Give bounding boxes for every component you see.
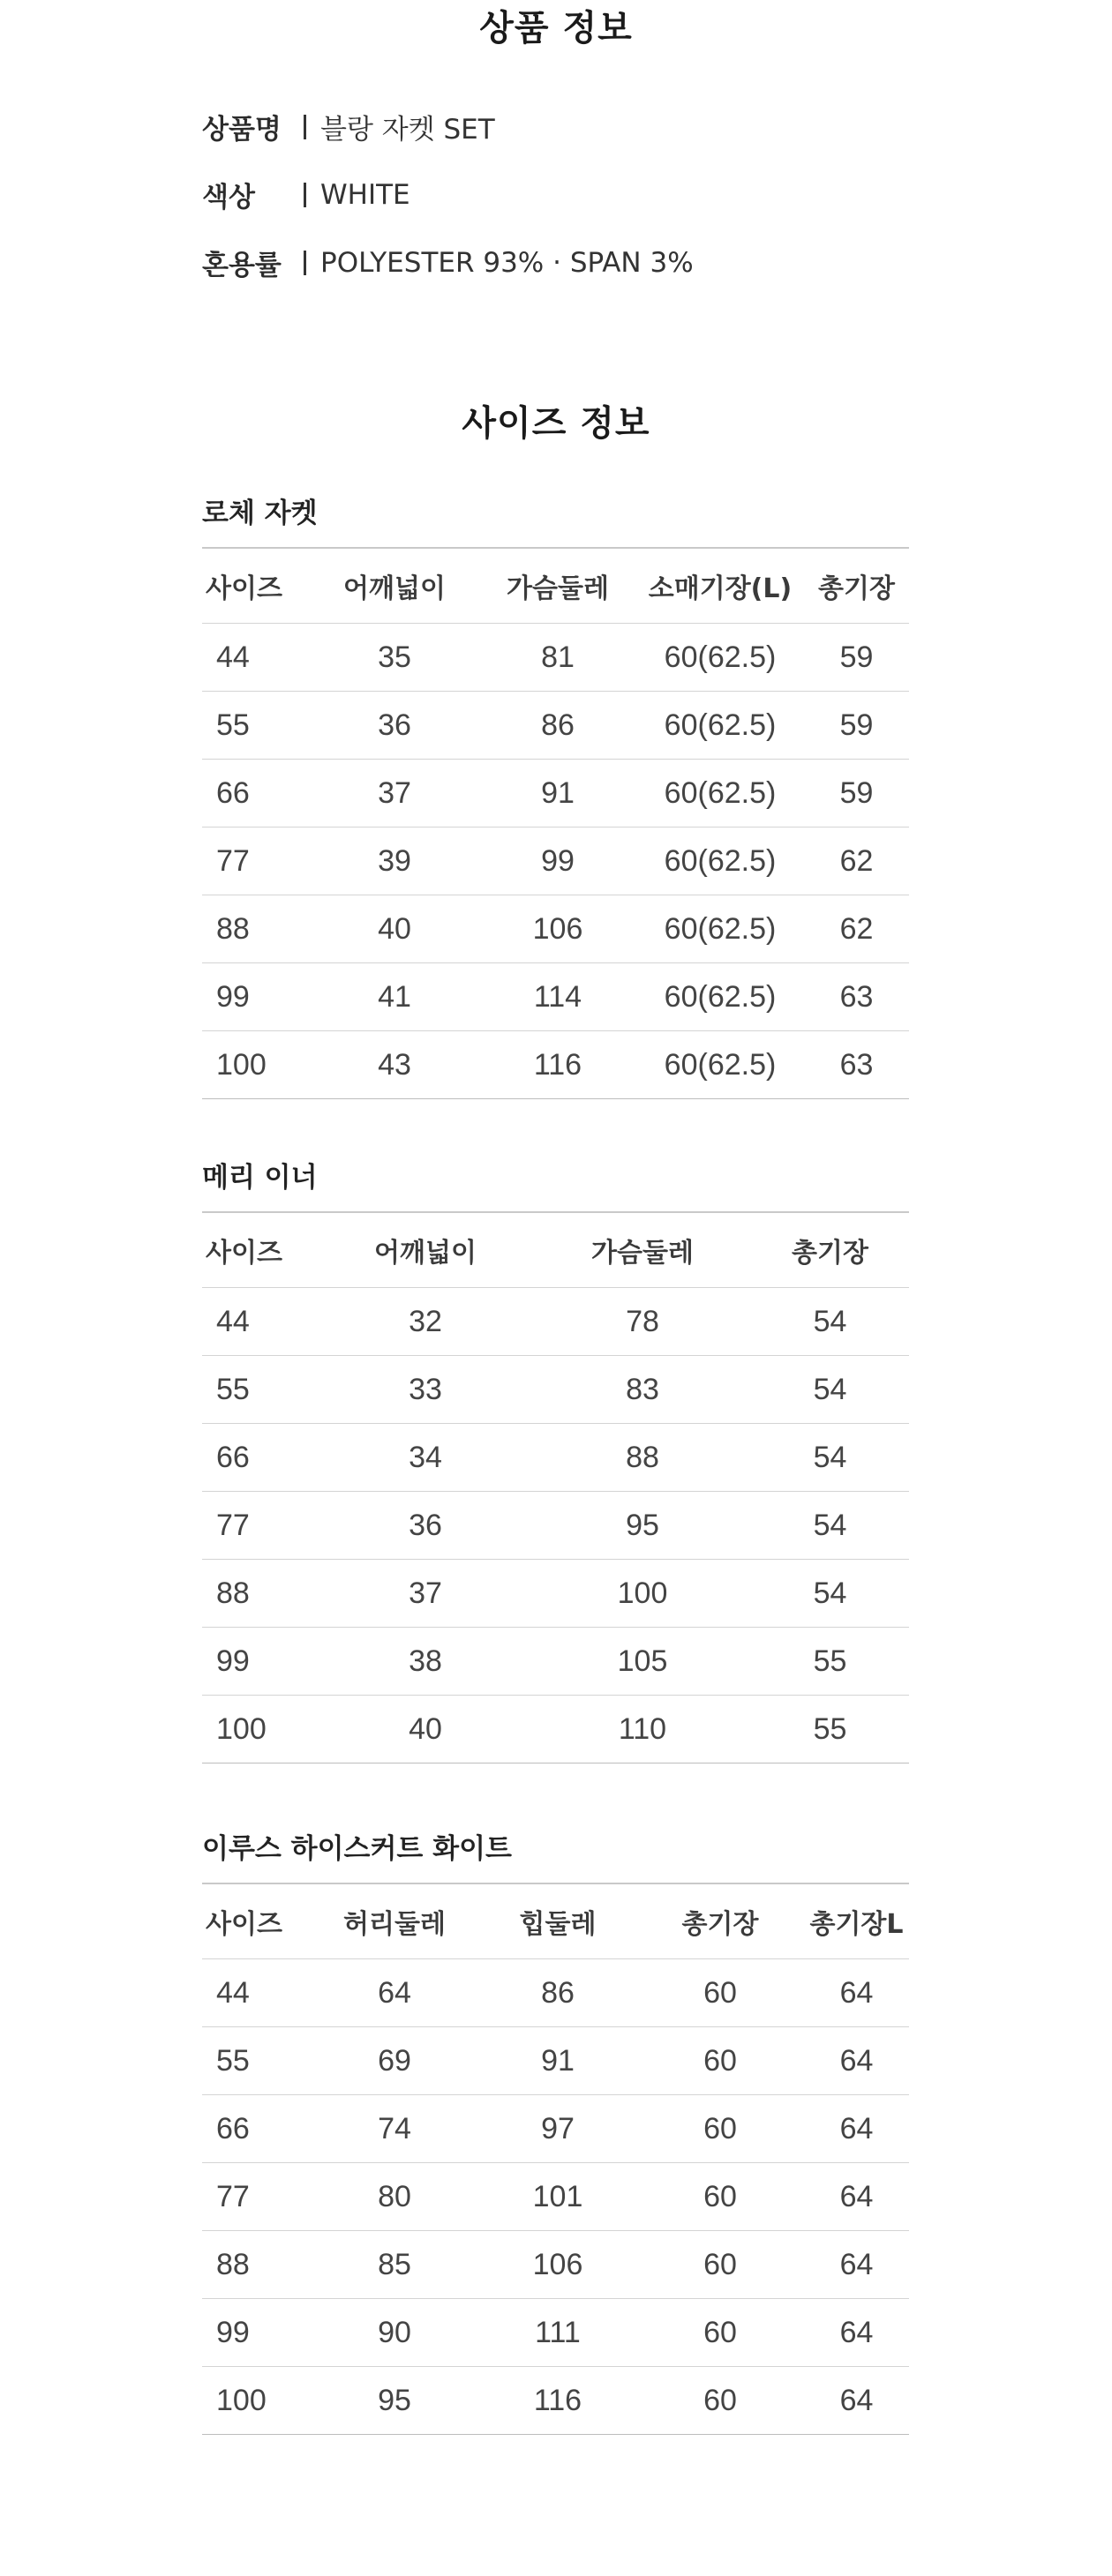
info-divider [304, 251, 306, 275]
measurement-cell: 38 [317, 1628, 534, 1696]
column-header: 소매기장(L) [636, 549, 804, 624]
product-info-title: 상품 정보 [479, 8, 633, 49]
measurement-cell: 34 [317, 1424, 534, 1492]
measurement-cell: 110 [534, 1696, 751, 1764]
table-header-row [202, 549, 909, 624]
measurement-cell: 106 [479, 2231, 636, 2299]
column-header: 허리둘레 [310, 1884, 479, 1959]
measurement-cell: 64 [310, 1959, 479, 2027]
info-divider [304, 183, 306, 207]
measurement-cell: 40 [310, 895, 479, 963]
table-row [202, 1492, 909, 1560]
info-row-color [202, 161, 996, 228]
column-header: 어깨넓이 [310, 549, 479, 624]
column-header: 총기장 [804, 549, 909, 624]
column-header: 총기장 [636, 1884, 804, 1959]
measurement-cell: 62 [804, 895, 909, 963]
size-cell: 44 [202, 624, 310, 692]
measurement-cell: 54 [751, 1424, 909, 1492]
measurement-cell: 60(62.5) [636, 692, 804, 760]
measurement-cell: 60 [636, 2163, 804, 2231]
measurement-cell: 105 [534, 1628, 751, 1696]
product-info-list [202, 93, 996, 296]
size-table [202, 1884, 909, 2435]
size-cell: 44 [202, 1288, 317, 1356]
measurement-cell: 85 [310, 2231, 479, 2299]
measurement-cell: 33 [317, 1356, 534, 1424]
measurement-cell: 95 [310, 2367, 479, 2435]
measurement-cell: 64 [804, 2299, 909, 2367]
table-row [202, 1959, 909, 2027]
size-cell: 99 [202, 963, 310, 1031]
column-header: 가슴둘레 [534, 1213, 751, 1288]
info-value: 블랑 자켓 SET [320, 114, 495, 146]
measurement-cell: 60(62.5) [636, 624, 804, 692]
size-cell: 100 [202, 1696, 317, 1764]
measurement-cell: 78 [534, 1288, 751, 1356]
size-table [202, 549, 909, 1099]
table-row [202, 1628, 909, 1696]
table-row [202, 1288, 909, 1356]
table-row [202, 895, 909, 963]
measurement-cell: 54 [751, 1560, 909, 1628]
table-row [202, 2095, 909, 2163]
info-value: WHITE [320, 178, 410, 211]
measurement-cell: 39 [310, 827, 479, 895]
measurement-cell: 59 [804, 624, 909, 692]
measurement-cell: 64 [804, 2367, 909, 2435]
info-divider [304, 115, 306, 139]
size-cell: 88 [202, 1560, 317, 1628]
size-cell: 66 [202, 2095, 310, 2163]
measurement-cell: 36 [310, 692, 479, 760]
measurement-cell: 54 [751, 1288, 909, 1356]
table-row [202, 827, 909, 895]
table-row [202, 963, 909, 1031]
measurement-cell: 88 [534, 1424, 751, 1492]
measurement-cell: 64 [804, 2163, 909, 2231]
column-header: 사이즈 [202, 1213, 317, 1288]
measurement-cell: 60 [636, 2299, 804, 2367]
size-cell: 55 [202, 1356, 317, 1424]
measurement-cell: 100 [534, 1560, 751, 1628]
size-cell: 66 [202, 1424, 317, 1492]
table-row [202, 2163, 909, 2231]
measurement-cell: 59 [804, 692, 909, 760]
measurement-cell: 74 [310, 2095, 479, 2163]
table-row [202, 692, 909, 760]
measurement-cell: 60 [636, 2367, 804, 2435]
measurement-cell: 91 [479, 2027, 636, 2095]
table-header-row [202, 1884, 909, 1959]
measurement-cell: 86 [479, 692, 636, 760]
table-heading [202, 497, 909, 549]
table-row [202, 2231, 909, 2299]
size-cell: 99 [202, 2299, 310, 2367]
column-header: 어깨넓이 [317, 1213, 534, 1288]
measurement-cell: 60(62.5) [636, 760, 804, 827]
size-cell: 88 [202, 2231, 310, 2299]
measurement-cell: 91 [479, 760, 636, 827]
column-header: 가슴둘레 [479, 549, 636, 624]
info-row-material [202, 228, 996, 296]
table-row [202, 760, 909, 827]
size-cell: 55 [202, 692, 310, 760]
measurement-cell: 60 [636, 1959, 804, 2027]
table-heading-text: 이루스 하이스커트 화이트 [202, 1833, 512, 1865]
measurement-cell: 55 [751, 1696, 909, 1764]
measurement-cell: 60(62.5) [636, 963, 804, 1031]
measurement-cell: 55 [751, 1628, 909, 1696]
column-header: 총기장 [751, 1213, 909, 1288]
measurement-cell: 54 [751, 1356, 909, 1424]
table-row [202, 2027, 909, 2095]
table-row [202, 2367, 909, 2435]
info-label: 색상 [202, 182, 255, 213]
info-label: 상품명 [202, 114, 282, 146]
size-table-block-jacket [202, 497, 909, 1099]
measurement-cell: 101 [479, 2163, 636, 2231]
measurement-cell: 64 [804, 2231, 909, 2299]
measurement-cell: 41 [310, 963, 479, 1031]
measurement-cell: 86 [479, 1959, 636, 2027]
measurement-cell: 95 [534, 1492, 751, 1560]
measurement-cell: 83 [534, 1356, 751, 1424]
table-row [202, 1696, 909, 1764]
measurement-cell: 63 [804, 963, 909, 1031]
table-heading-text: 로체 자켓 [202, 498, 318, 529]
measurement-cell: 99 [479, 827, 636, 895]
size-table-block-skirt [202, 1832, 909, 2435]
column-header: 힙둘레 [479, 1884, 636, 1959]
table-row [202, 1356, 909, 1424]
measurement-cell: 111 [479, 2299, 636, 2367]
measurement-cell: 81 [479, 624, 636, 692]
measurement-cell: 60 [636, 2231, 804, 2299]
size-cell: 100 [202, 2367, 310, 2435]
table-row [202, 1424, 909, 1492]
info-row-product-name [202, 93, 996, 161]
measurement-cell: 106 [479, 895, 636, 963]
measurement-cell: 90 [310, 2299, 479, 2367]
measurement-cell: 60(62.5) [636, 827, 804, 895]
size-cell: 99 [202, 1628, 317, 1696]
measurement-cell: 35 [310, 624, 479, 692]
table-heading-text: 메리 이너 [202, 1162, 318, 1194]
measurement-cell: 64 [804, 1959, 909, 2027]
measurement-cell: 60(62.5) [636, 895, 804, 963]
column-header: 총기장L [804, 1884, 909, 1959]
size-cell: 44 [202, 1959, 310, 2027]
size-cell: 88 [202, 895, 310, 963]
measurement-cell: 116 [479, 1031, 636, 1099]
table-heading [202, 1832, 909, 1884]
measurement-cell: 64 [804, 2027, 909, 2095]
table-row [202, 2299, 909, 2367]
measurement-cell: 37 [310, 760, 479, 827]
measurement-cell: 62 [804, 827, 909, 895]
measurement-cell: 69 [310, 2027, 479, 2095]
measurement-cell: 40 [317, 1696, 534, 1764]
table-header-row [202, 1213, 909, 1288]
measurement-cell: 60(62.5) [636, 1031, 804, 1099]
measurement-cell: 114 [479, 963, 636, 1031]
measurement-cell: 63 [804, 1031, 909, 1099]
measurement-cell: 54 [751, 1492, 909, 1560]
size-cell: 77 [202, 2163, 310, 2231]
table-heading [202, 1161, 909, 1213]
measurement-cell: 80 [310, 2163, 479, 2231]
measurement-cell: 97 [479, 2095, 636, 2163]
measurement-cell: 59 [804, 760, 909, 827]
table-row [202, 624, 909, 692]
info-value: POLYESTER 93% · SPAN 3% [320, 246, 694, 279]
column-header: 사이즈 [202, 549, 310, 624]
measurement-cell: 36 [317, 1492, 534, 1560]
info-label: 혼용률 [202, 250, 282, 281]
column-header: 사이즈 [202, 1884, 310, 1959]
size-cell: 100 [202, 1031, 310, 1099]
measurement-cell: 43 [310, 1031, 479, 1099]
measurement-cell: 32 [317, 1288, 534, 1356]
measurement-cell: 64 [804, 2095, 909, 2163]
measurement-cell: 60 [636, 2095, 804, 2163]
size-cell: 55 [202, 2027, 310, 2095]
size-table-block-inner [202, 1161, 909, 1764]
size-cell: 77 [202, 1492, 317, 1560]
table-row [202, 1031, 909, 1099]
measurement-cell: 60 [636, 2027, 804, 2095]
measurement-cell: 37 [317, 1560, 534, 1628]
size-info-title: 사이즈 정보 [462, 403, 650, 444]
size-cell: 77 [202, 827, 310, 895]
size-cell: 66 [202, 760, 310, 827]
measurement-cell: 116 [479, 2367, 636, 2435]
table-row [202, 1560, 909, 1628]
size-table [202, 1213, 909, 1764]
